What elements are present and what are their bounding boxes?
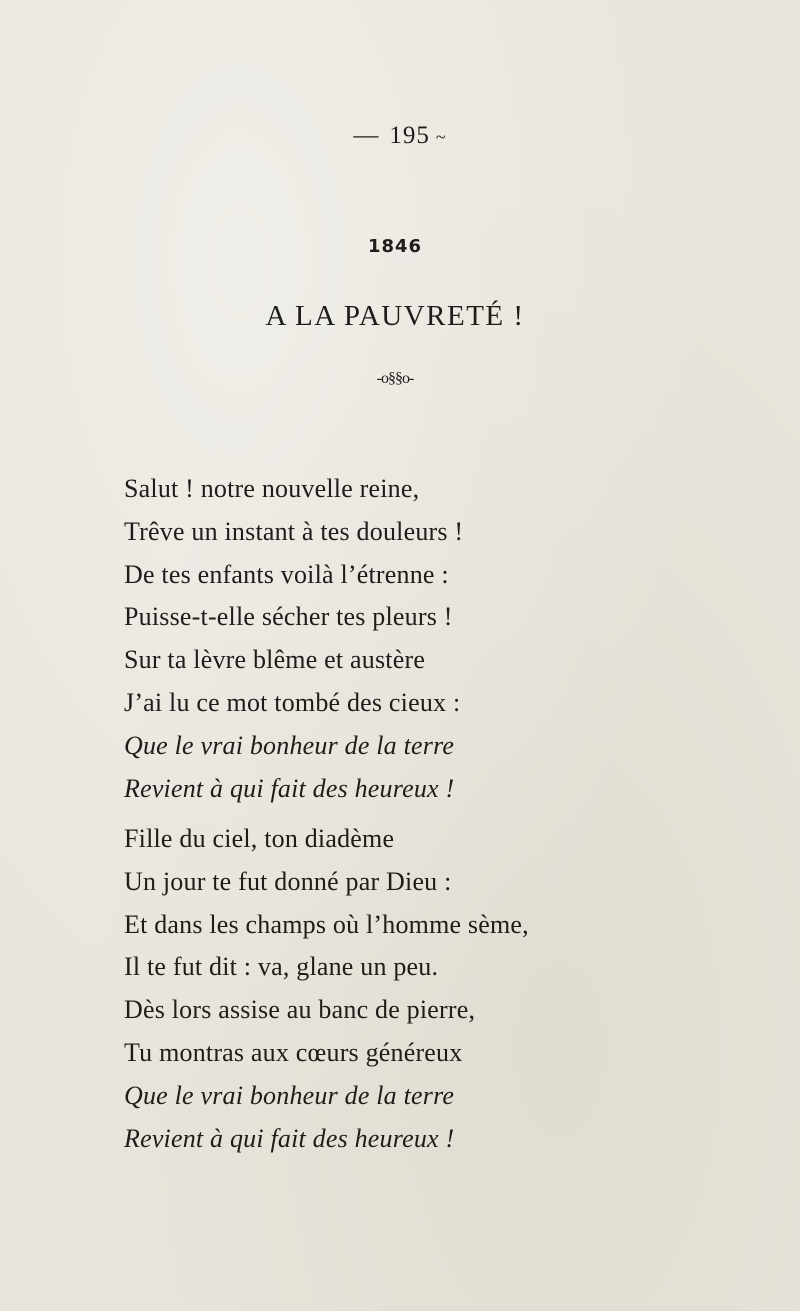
refrain-line: Que le vrai bonheur de la terre [124,1080,455,1110]
refrain-line: Revient à qui fait des heureux ! [124,1123,455,1153]
verse-line: Puisse-t-elle sécher tes pleurs ! [124,602,453,632]
stanza-1 [124,468,463,810]
verse-line: J’ai lu ce mot tombé des cieux : [124,687,461,717]
verse-line: Et dans les champs où l’homme sème, [124,909,529,939]
verse-line: Trêve un instant à tes douleurs ! [124,516,464,546]
poem-year: 1846 [367,236,423,257]
verse-line: De tes enfants voilà l’étrenne : [124,559,449,589]
verse-line: Salut ! notre nouvelle reine, [124,474,420,503]
verse-line: Fille du ciel, ton diadème [124,824,395,853]
ornament-divider: -o§§o- [376,370,414,387]
page-number-header [0,122,800,150]
refrain-line: Que le vrai bonheur de la terre [124,730,455,760]
page-number-dash-left: — [353,122,380,149]
verse-line: Tu montras aux cœurs généreux [124,1037,463,1067]
stanza-2 [124,818,529,1160]
poem-title: A LA PAUVRETÉ ! [265,300,525,332]
verse-line: Dès lors assise au banc de pierre, [124,995,476,1025]
refrain-line: Revient à qui fait des heureux ! [124,773,455,803]
verse-line: Un jour te fut donné par Dieu : [124,866,452,896]
page-number: 195 [389,122,430,149]
verse-line: Sur ta lèvre blême et austère [124,645,426,675]
verse-line: Il te fut dit : va, glane un peu. [124,952,439,982]
page-number-dash-right: ~ [435,126,447,147]
